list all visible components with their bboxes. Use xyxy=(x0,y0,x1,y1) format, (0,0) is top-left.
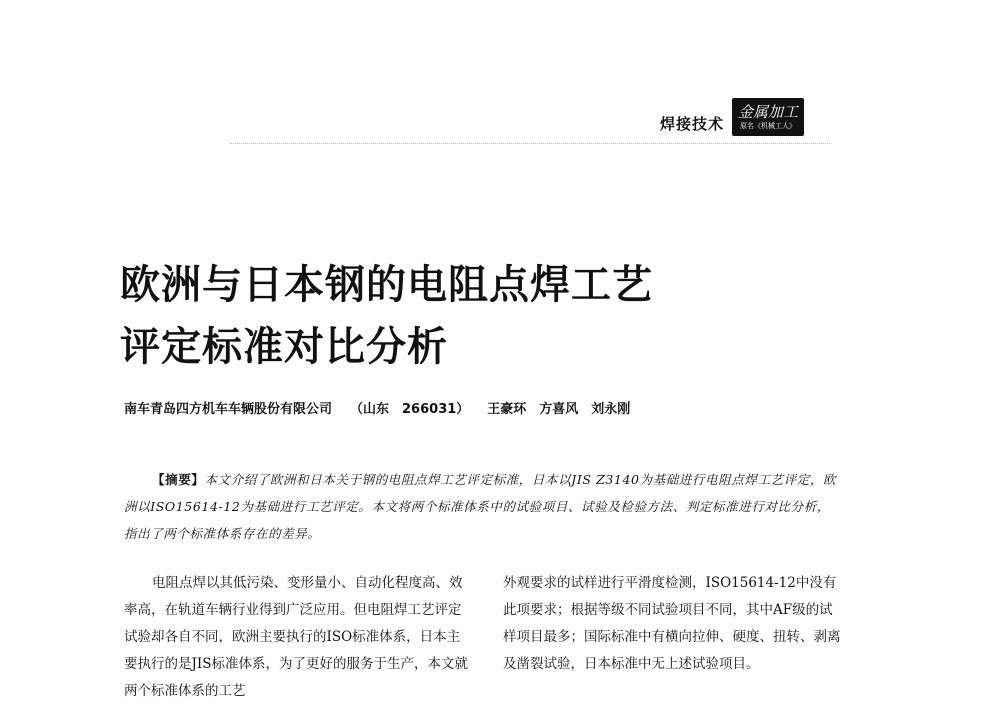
body-right-column: 外观要求的试样进行平滑度检测，ISO15614-12中没有此项要求；根据等级不同试验项目不同，其中AF级的试样项目最多；国际标准中有横向拉伸、硬度、扭转、剥离及凿裂试验，日本标准中无上述试验项目。 xyxy=(503,575,841,672)
journal-logo-title: 金属加工 xyxy=(738,103,799,121)
journal-logo-subtitle: 原名《机械工人》 xyxy=(740,122,797,130)
title-line-1: 欧洲与日本钢的电阻点焊工艺 xyxy=(120,262,653,308)
abstract xyxy=(124,466,840,547)
author-line xyxy=(124,398,630,417)
article-title xyxy=(120,254,653,378)
location: （山东 266031） xyxy=(350,402,470,417)
journal-header xyxy=(660,98,804,136)
header-rule xyxy=(230,143,830,144)
abstract-label: 【摘要】 xyxy=(152,472,205,487)
abstract-text: 本文介绍了欧洲和日本关于钢的电阻点焊工艺评定标准，日本以JIS Z3140为基础进行电阻点焊工艺评定，欧洲以ISO15614-12为基础进行工艺评定。本文将两个标准体系中的试验项目、试验及检验方法、判定标准进行对比分析，指出了两个标准体系存在的差异。 xyxy=(124,472,837,541)
author-names: 王豪环 方喜风 刘永刚 xyxy=(487,402,631,417)
section-label: 焊接技术 xyxy=(660,114,725,133)
affiliation: 南车青岛四方机车车辆股份有限公司 xyxy=(124,402,333,417)
title-line-2: 评定标准对比分析 xyxy=(120,324,448,370)
body-left-column: 电阻点焊以其低污染、变形量小、自动化程度高、效率高，在轨道车辆行业得到广泛应用。但电阻焊工艺评定试验却各自不同，欧洲主要执行的ISO标准体系，日本主要执行的是JIS标准体系，为了更好的服务于生产，本文就两个标准体系的工艺 xyxy=(124,575,468,699)
journal-logo-badge xyxy=(732,98,804,136)
